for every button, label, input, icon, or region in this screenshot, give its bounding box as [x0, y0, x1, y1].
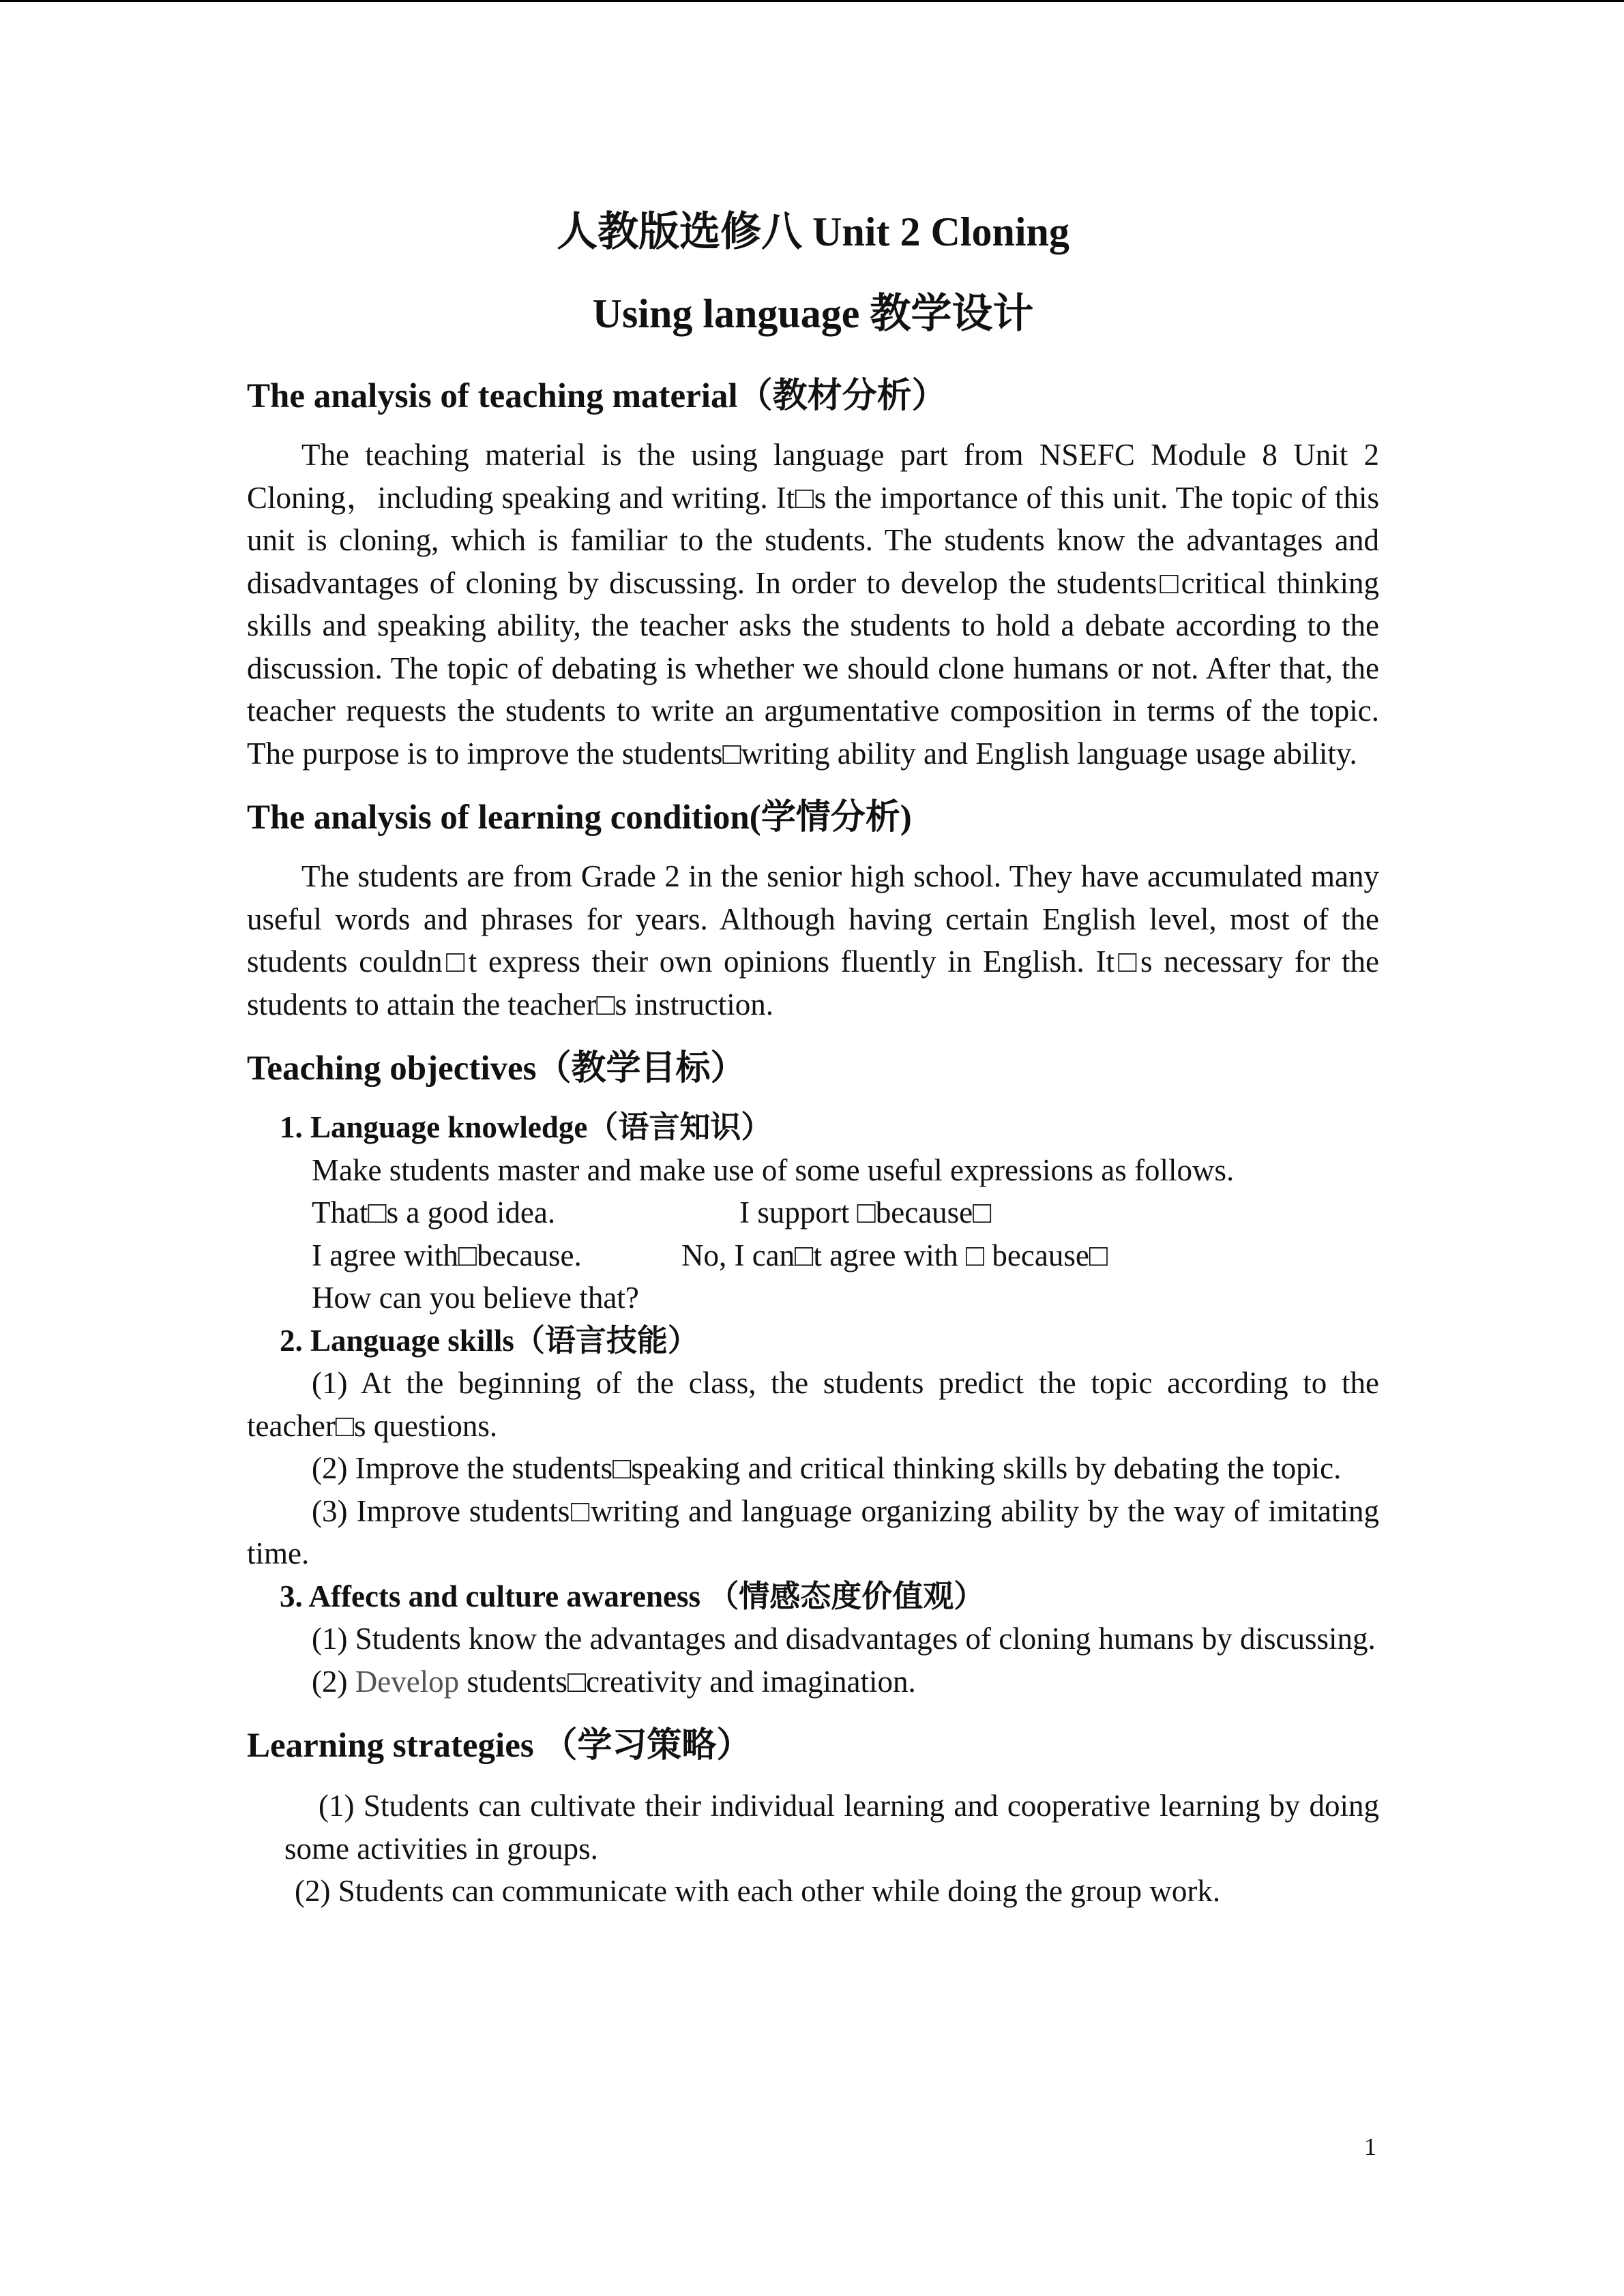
- section-heading-strategies: Learning strategies （学习策略）: [247, 1727, 752, 1765]
- affects-item-2-develop: Develop: [355, 1664, 460, 1699]
- expression-row-1: That□s a good idea. I support □because□: [312, 1195, 992, 1229]
- skills-item-2: (2) Improve the students□speaking and critical thinking skills by debating the topic.: [312, 1451, 1342, 1485]
- objective-skills-heading: 2. Language skills（语言技能）: [280, 1323, 698, 1358]
- learning-condition-paragraph: The students are from Grade 2 in the senior high school. They have accumulated many useful words and phrases for years. Although having certain English level, most of the students couldn□t express their own opinions fluently in English. It□s necessary for the students to attain the teacher□s instruction.: [247, 859, 1379, 1022]
- document-subtitle: Using language 教学设计: [592, 291, 1034, 336]
- affects-item-1: (1) Students know the advantages and disadvantages of cloning humans by discussing.: [312, 1622, 1376, 1656]
- objective-affects-heading: 3. Affects and culture awareness （情感态度价值观）: [280, 1579, 985, 1613]
- material-paragraph: The teaching material is the using language part from NSEFC Module 8 Unit 2 Cloning，including speaking and writing. It□s the importance of this unit. The topic of this unit is cloning, which is familiar to the students. The students know the advantages and disadvantages of cloning by discussing. In order to develop the students□critical thinking skills and speaking ability, the teacher asks the students to hold a debate according to the discussion. The topic of debating is whether we should clone humans or not. After that, the teacher requests the students to write an argumentative composition in terms of the topic. The purpose is to improve the students□writing ability and English language usage ability.: [247, 438, 1379, 771]
- expression-row-3: How can you believe that?: [312, 1281, 639, 1315]
- objective-knowledge-heading: 1. Language knowledge（语言知识）: [280, 1110, 772, 1144]
- section-heading-learning-condition: The analysis of learning condition(学情分析): [247, 799, 912, 837]
- skills-item-1: (1) At the beginning of the class, the students predict the topic according to the teacher□s questions.: [247, 1366, 1379, 1443]
- page-number: 1: [1364, 2133, 1376, 2160]
- affects-item-2-rest: students□creativity and imagination.: [459, 1664, 916, 1699]
- document-body: [247, 205, 1379, 1913]
- expression-row-2: I agree with□because. No, I can□t agree with □ because□: [312, 1238, 1108, 1272]
- skills-item-3: (3) Improve students□writing and language organizing ability by the way of imitating time.: [247, 1493, 1379, 1570]
- section-heading-objectives: Teaching objectives（教学目标）: [247, 1049, 745, 1088]
- section-heading-material: The analysis of teaching material（教材分析）: [247, 377, 947, 415]
- affects-item-2-prefix: (2): [312, 1664, 355, 1699]
- page-top-border: [0, 0, 1624, 2]
- knowledge-intro: Make students master and make use of some useful expressions as follows.: [312, 1152, 1235, 1187]
- document-title: 人教版选修八 Unit 2 Cloning: [557, 209, 1069, 254]
- strategy-item-1: (1) Students can cultivate their individual learning and cooperative learning by doing some activities in groups.: [284, 1789, 1379, 1866]
- strategy-item-2: (2) Students can communicate with each other while doing the group work.: [295, 1874, 1221, 1908]
- affects-item-2: [247, 1660, 1379, 1703]
